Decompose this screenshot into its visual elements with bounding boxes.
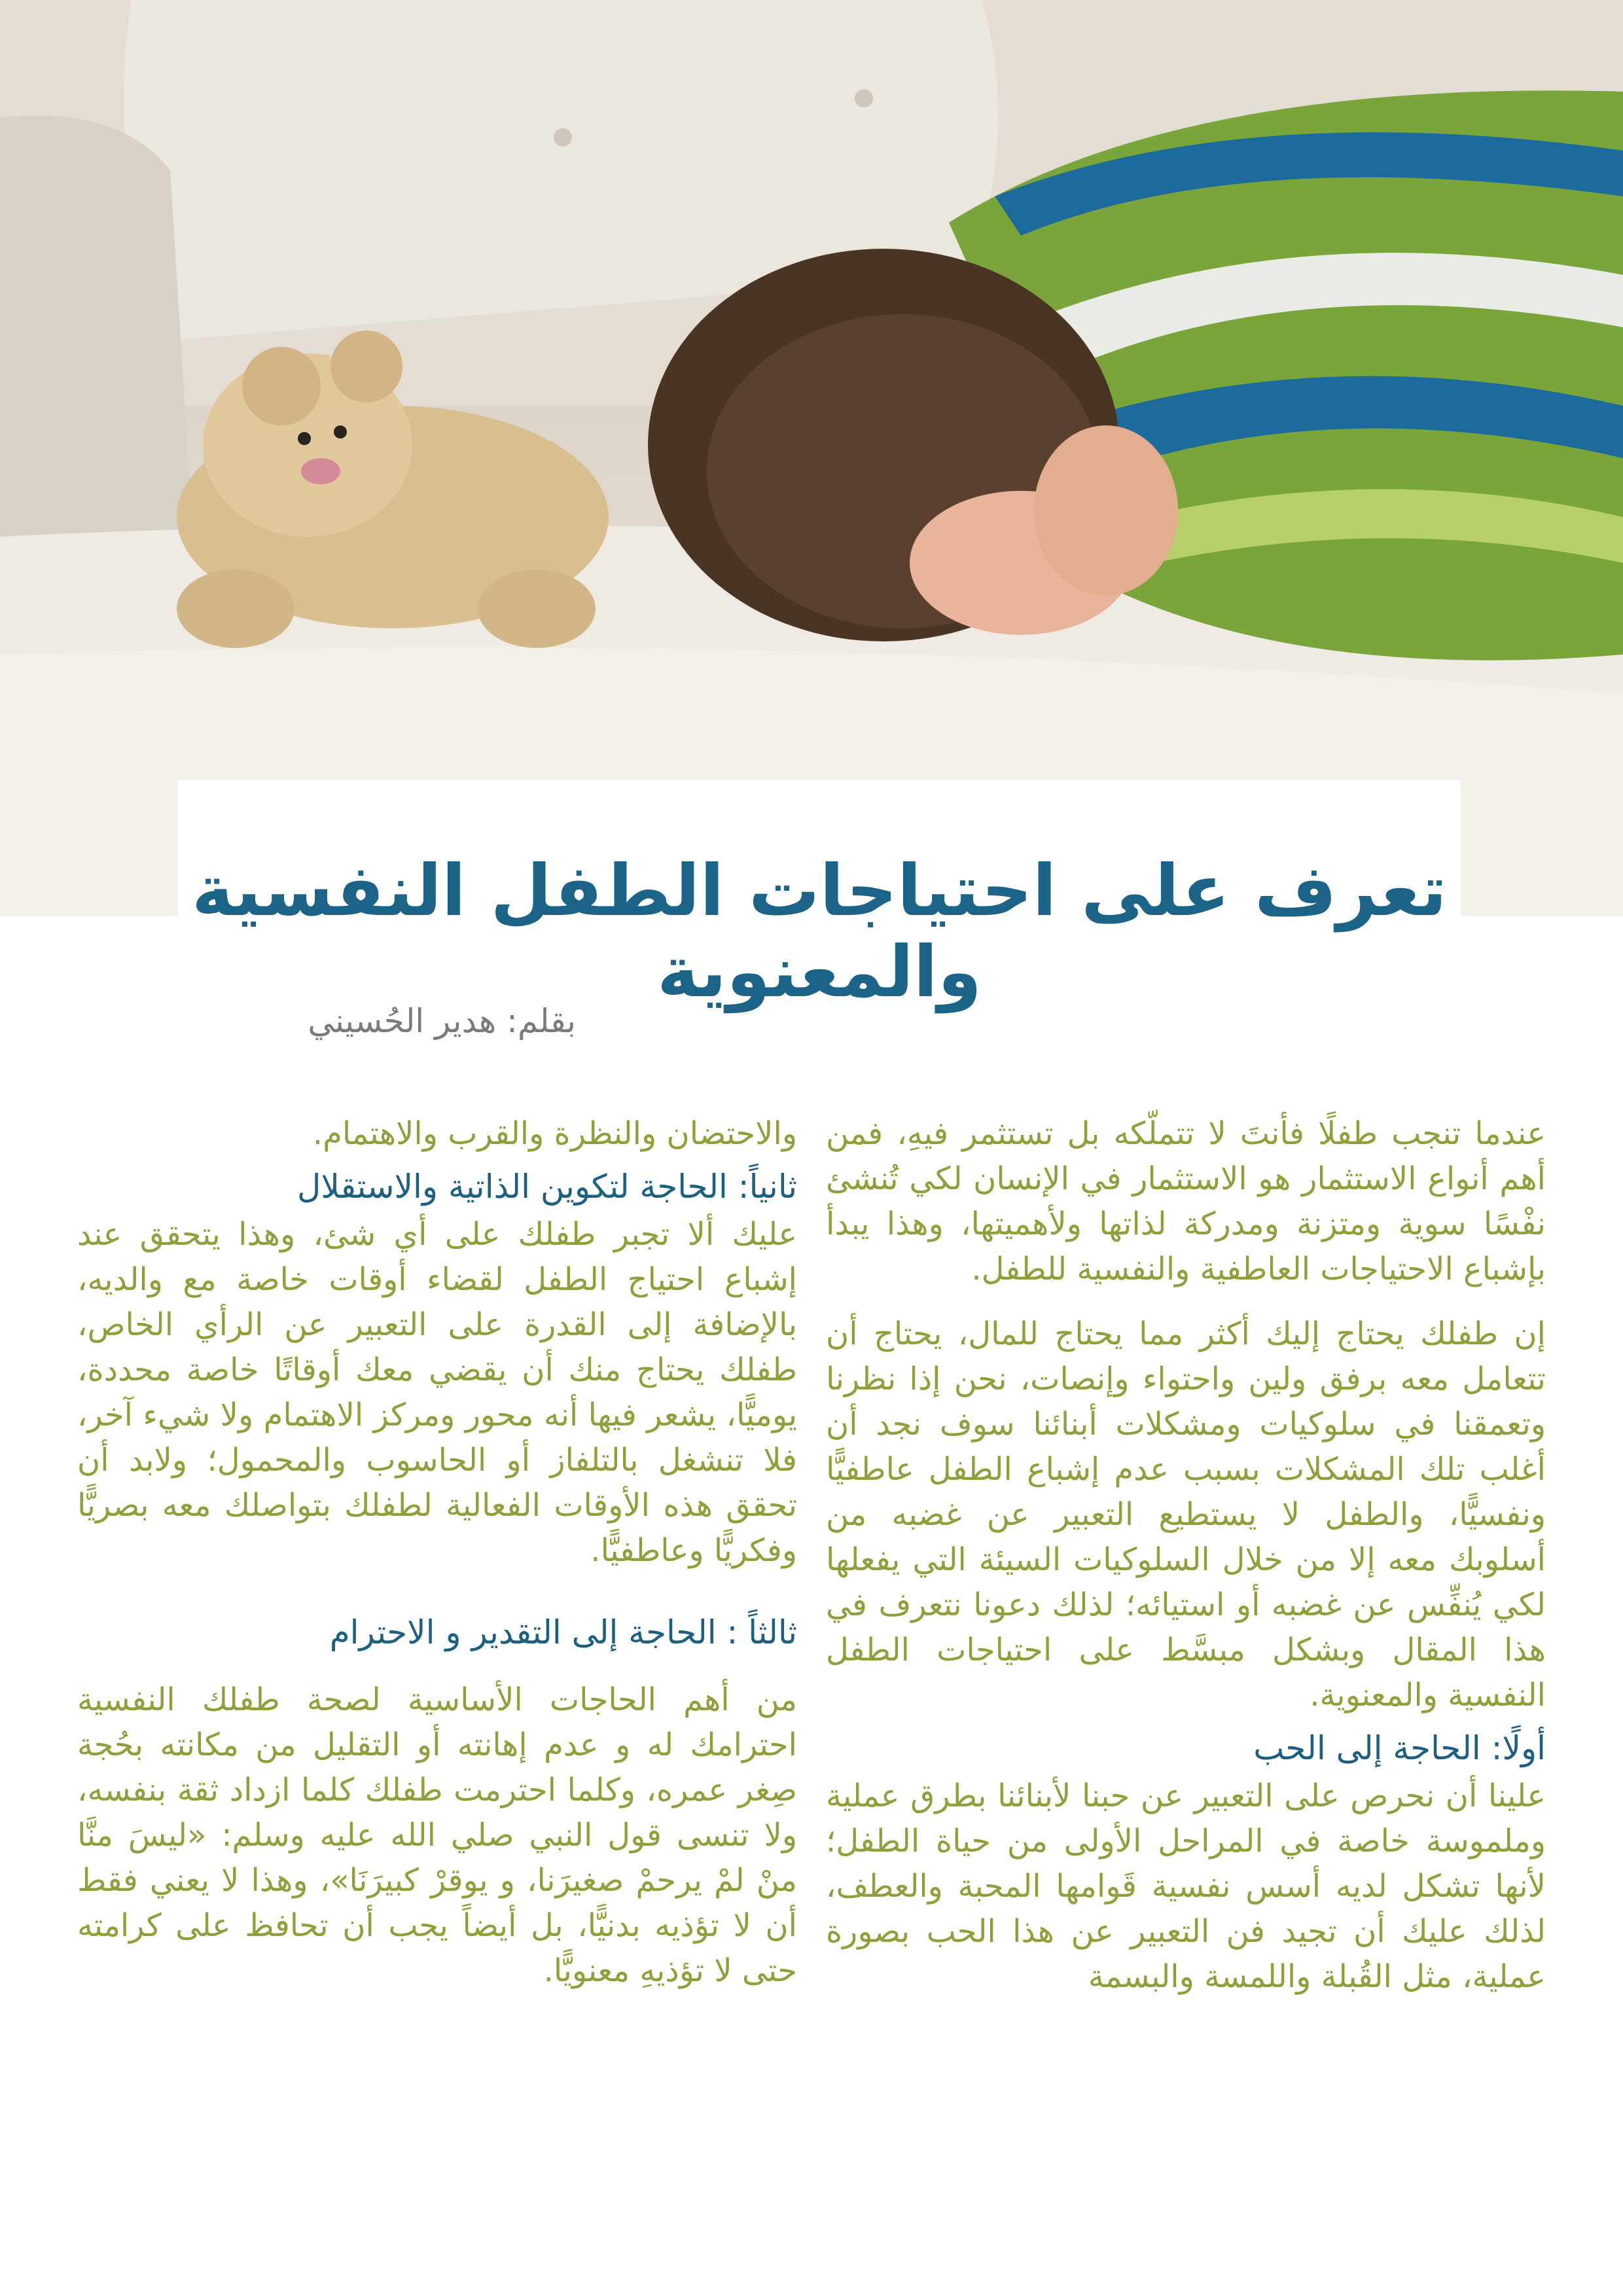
article-title: تعرف على احتياجات الطفل النفسية والمعنوية bbox=[192, 850, 1447, 1013]
article-column-left bbox=[77, 1111, 797, 1994]
paragraph-continuation: والاحتضان والنظرة والقرب والاهتمام. bbox=[312, 1115, 797, 1152]
heading-need-for-love: أولًا: الحاجة إلى الحب bbox=[1253, 1729, 1546, 1767]
paragraph-need-for-independence: عليك ألا تجبر طفلك على أي شئ، وهذا يتحقق عند إشباع احتياج الطفل لقضاء أوقات خاصة مع والديه، بالإضافة إلى القدرة على التعبير عن الرأي الخاص، طفلك يحتاج منك أن يقضي معك أوقاتًا خاصة محددة، يوميًّا، يشعر فيها أنه محور ومركز الاهتمام ولا شيء آخر، فلا تنشغل بالتلفاز أو الحاسوب والمحمول؛ ولابد أن تحقق هذه الأوقات الفعالية لطفلك بتواصلك معه بصريًّا وفكريًّا وعاطفيًّا. bbox=[77, 1216, 797, 1569]
hero-photo bbox=[0, 0, 1623, 916]
paragraph-need-for-respect: من أهم الحاجات الأساسية لصحة طفلك النفسية احترامك له و عدم إهانته أو التقليل من مكانته بحُجة صِغر عمره، وكلما احترمت طفلك كلما ازداد ثقة بنفسه، ولا تنسى قول النبي صلي الله عليه وسلم: «ليسَ منَّا منْ لمْ يرحمْ صغيرَنا، و يوقرْ كبيرَنَا»، وهذا لا يعني فقط أن لا تؤذيه بدنيًّا، بل أيضاً يجب أن تحافظ على كرامته حتى لا تؤذيهِ معنويًّا. bbox=[77, 1681, 797, 1989]
author-byline: بقلم: هدير الحُسيني bbox=[308, 1002, 576, 1040]
paragraph-child-needs: إن طفلك يحتاج إليك أكثر مما يحتاج للمال، يحتاج أن تتعامل معه برفق ولين واحتواء وإنصات، نحن إذا نظرنا وتعمقنا في سلوكيات ومشكلات أبنائنا سوف نجد أن أغلب تلك المشكلات بسبب عدم إشباع الطفل عاطفيًّا ونفسيًّا، والطفل لا يستطيع التعبير عن غضبه من أسلوبك معه إلا من خلال السلوكيات السيئة التي يفعلها لكي يُنفِّس عن غضبه أو استيائه؛ لذلك دعونا نتعرف في هذا المقال وبشكل مبسَّط على احتياجات الطفل النفسية والمعنوية. bbox=[826, 1316, 1546, 1713]
child-with-teddy-bear-photo bbox=[0, 0, 1623, 916]
heading-need-for-respect: ثالثاً : الحاجة إلى التقدير و الاحترام bbox=[329, 1613, 797, 1651]
heading-need-for-independence: ثانياً: الحاجة لتكوين الذاتية والاستقلال bbox=[297, 1168, 797, 1206]
intro-paragraph: عندما تنجب طفلًا فأنتَ لا تتملّكه بل تستثمر فيهِ، فمن أهم أنواع الاستثمار هو الاستثمار في الإنسان لكي تُنشئ نفْسًا سوية ومتزنة ومدركة لذاتها ولأهميتها، وهذا يبدأ بإشباع الاحتياجات العاطفية والنفسية للطفل. bbox=[826, 1115, 1546, 1287]
paragraph-need-for-love: علينا أن نحرص على التعبير عن حبنا لأبنائنا بطرق عملية وملموسة خاصة في المراحل الأولى من حياة الطفل؛ لأنها تشكل لديه أسس نفسية قَوامها المحبة والعطف، لذلك عليك أن تجيد فن التعبير عن هذا الحب بصورة عملية، مثل القُبلة واللمسة والبسمة bbox=[826, 1778, 1546, 1995]
article-column-right bbox=[826, 1111, 1546, 2000]
